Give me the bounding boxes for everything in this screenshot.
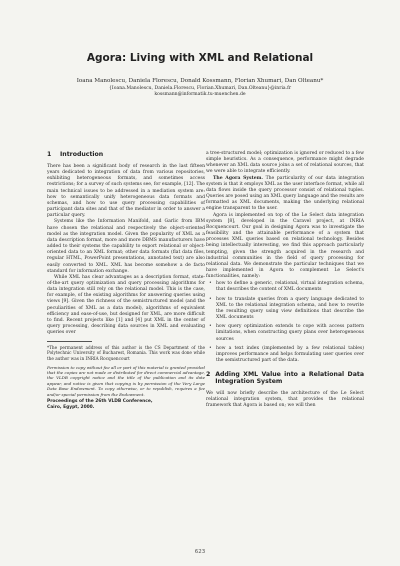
section-number: 2 [206,371,211,379]
section2-paragraph-1: We will now briefly describe the architecture of the Le Select relational integration system, that provides the relational framework that Agora is based on; we will then [206,391,364,409]
contribution-list [206,281,364,364]
proceedings-location: Cairo, Egypt, 2000. [47,404,95,410]
section-title: Introduction [60,151,104,158]
list-item: • how to define a generic, relational, virtual integration schema, that describes the content of XML documents [206,281,364,293]
author-footnote: *The permanent address of this author is the CS Department of the Polytechnic University of Bucharest, Romania. This work was done while the author was in INRIA Rocquencourt [47,344,205,362]
page-number: 623 [194,549,206,555]
paper-title: Agora: Living with XML and Relational [86,52,314,64]
intro-paragraph-1: There has been a significant body of research in the last fifteen years dedicated to integration of data from various repositories, exhibiting heterogeneous formats, and sometimes access restrictions; for a survey of such systems see, for example, [12]. The main technical issues to be addressed in a mediation system are: how to semantically unify heterogeneous data formats and schemas, and how to use query processing capabilities of participant data sites and that of the mediator in order to answer a particular query. [47,164,205,219]
intro-paragraph-2: Systems like the Information Manifold, and Garlic from IBM have chosen the relational and respectively the object-oriented model as the integration model. Given the popularity of XML as a data description format, more and more DBMS manufacturers have added to their systems the capability to export relational or object-oriented data to an XML format; other data formats (flat data files, regular HTML, PowerPoint presentations, annotated text) are also easily converted to XML. XML has become somehow a de facto standard for information exchange. [47,219,205,274]
agora-system-text: The particularity of our data integration system is that it employs XML as the user interface format, while all data flows inside the query processor consist of relational tuples. Queries are posed using an XML query language and the results are formatted as XML documents, making the underlying relational engine transparent to the user. [206,175,364,212]
list-item: • how a text index (implemented by a few relational tables) improves performance and helps formulating user queries over the semistructured part of the data. [206,346,364,364]
section-heading-introduction [47,151,205,158]
right-column [206,151,364,410]
permission-notice: Permission to copy without fee all or part of this material is granted provided that the copies are not made or distributed for direct commercial advantage, the VLDB copyright notice and the title of the publication and its date appear, and notice is given that copying is by permission of the Very Large Data Base Endowment. To copy otherwise, or to republish, requires a fee and/or special permission from the Endowment. [47,364,205,397]
list-item: • how query optimization extends to cope with access pattern limitations, when constructing query plans over heterogeneous sources [206,324,364,342]
intro-paragraph-3: While XML has clear advantages as a description format, state-of-the-art query optimization and query processing algorithms for data integration still rely on the relational model. This is the case, for example, of the existing algorithms for answering queries using views [9]. Given the richness of the semistructured model (and the peculiarities of XML as a data model), algorithms of equivalent efficiency and ease-of-use, but designed for XML, are more difficult to find. Recent projects like [1] and [4] put XML in the center of query processing, describing data sources in XML and evaluating queries over [47,274,205,336]
section-heading-adding-xml [206,371,364,385]
left-column [47,151,205,410]
section-number: 1 [47,151,52,158]
author-emails-inria: {Ioana.Manolescu, Daniela.Florescu, Florian.Xhumari, Dan.Olteanu}@inria.fr [108,86,292,91]
intro-paragraph-4: a tree-structured model; optimization is ignored or reduced to a few simple heuristics. As a consequence, performance might degrade whenever an XML data source joins a set of relational sources, that we were able to integrate efficiently. [206,151,364,175]
agora-implementation-paragraph: Agora is implemented on top of the Le Select data integration system [8], developed in the Caravel project, at INRIA Rocquencourt. Our goal in designing Agora was to investigate the feasibility and the attainable performance of a system that processes XML queries based on relational technology. Besides being intellectually interesting, we find this approach particularly tempting, given the strength acquired in the research and industrial communities in the field of query processing for relational data. We demonstrate the particular techniques that we have implemented in Agora to complement Le Select's functionalities, namely: [206,212,364,280]
section-title: Adding XML Value into a Relational Data Integration System [215,371,364,386]
author-list: Ioana Manolescu, Daniela Florescu, Donald Kossmann, Florian Xhumari, Dan Olteanu* [76,78,324,84]
agora-system-lead: The Agora System. [213,175,263,181]
proceedings-conference: Proceedings of the 26th VLDB Conference, [47,399,153,405]
author-emails [20,86,380,98]
agora-system-paragraph [206,176,364,213]
author-emails-tum: kossmann@informatik.tu-muenchen.de [154,92,246,97]
proceedings-info [47,399,205,410]
list-item: • how to translate queries from a query language dedicated to XML to the relational integration schema, and how to rewrite the resulting query using view definitions that describe the XML documents [206,297,364,322]
footnote-divider [47,341,92,342]
